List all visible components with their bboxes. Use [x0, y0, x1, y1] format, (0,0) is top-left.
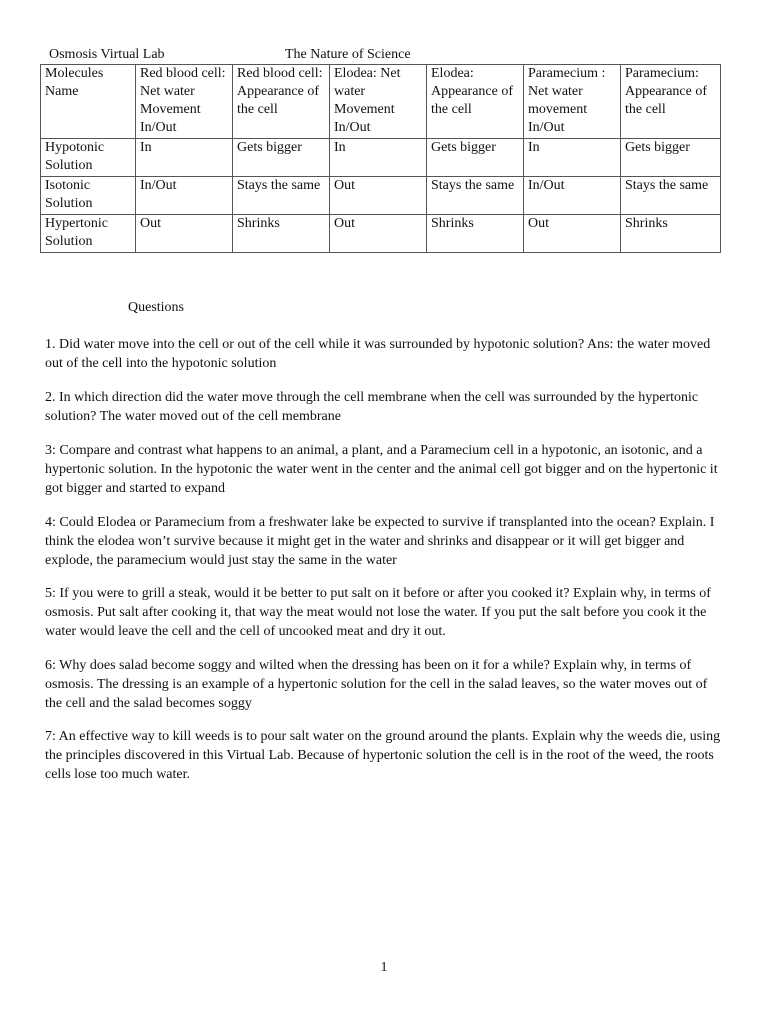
column-header: Red blood cell: Net water Movement In/Out — [136, 65, 233, 139]
table-cell: Stays the same — [233, 177, 330, 215]
table-cell: Out — [524, 215, 621, 253]
table-row — [41, 215, 721, 253]
table-cell: In/Out — [524, 177, 621, 215]
column-header: Red blood cell: Appearance of the cell — [233, 65, 330, 139]
table-row — [41, 177, 721, 215]
table-cell: In — [136, 139, 233, 177]
table-cell: Shrinks — [621, 215, 721, 253]
row-label: Isotonic Solution — [41, 177, 136, 215]
question-5: 5: If you were to grill a steak, would it be better to put salt on it before or after you cooked it? Explain why, in terms of osmosis. Put salt after cooking it, that way the meat would not lose the water. If you put the salt before you cook it the water would leave the cell and the cell of uncooked meat and dry it out. — [45, 586, 711, 639]
table-cell: Shrinks — [427, 215, 524, 253]
table-cell: Stays the same — [621, 177, 721, 215]
table-cell: Out — [330, 177, 427, 215]
table-cell: In — [330, 139, 427, 177]
course-title: The Nature of Science — [285, 47, 411, 62]
question-6: 6: Why does salad become soggy and wilted when the dressing has been on it for a while? Explain why, in terms of osmosis. The dressing is an example of a hypertonic solution for the cell in the salad leaves, so the water moves out of the cell and the salad becomes soggy — [45, 658, 708, 711]
column-header: Elodea: Net water Movement In/Out — [330, 65, 427, 139]
table-cell: Gets bigger — [427, 139, 524, 177]
table-cell: Stays the same — [427, 177, 524, 215]
table-header-row — [41, 65, 721, 139]
document-header — [46, 47, 726, 65]
table-cell: Out — [136, 215, 233, 253]
table-row — [41, 139, 721, 177]
column-header: Molecules Name — [41, 65, 136, 139]
question-7: 7: An effective way to kill weeds is to pour salt water on the ground around the plants. Explain why the weeds die, using the principles discovered in this Virtual Lab. Because of hypertonic solution the cell is in the root of the weed, the roots cells lose too much water. — [45, 729, 721, 782]
page-number: 1 — [380, 960, 388, 975]
table-cell: Gets bigger — [621, 139, 721, 177]
column-header: Paramecium: Appearance of the cell — [621, 65, 721, 139]
table-cell: In/Out — [136, 177, 233, 215]
questions-heading: Questions — [128, 300, 184, 315]
table-cell: Out — [330, 215, 427, 253]
column-header: Elodea: Appearance of the cell — [427, 65, 524, 139]
row-label: Hypotonic Solution — [41, 139, 136, 177]
question-3: 3: Compare and contrast what happens to an animal, a plant, and a Paramecium cell in a hypotonic, an isotonic, and a hypertonic solution. In the hypotonic the water went in the center and the animal cell got bigger and on the hypertonic it got bigger and started to expand — [45, 443, 718, 496]
question-1: 1. Did water move into the cell or out of the cell while it was surrounded by hypotonic solution? Ans: the water moved out of the cell into the hypotonic solution — [45, 337, 711, 371]
osmosis-results-table — [40, 64, 721, 253]
table-cell: Gets bigger — [233, 139, 330, 177]
lab-title: Osmosis Virtual Lab — [49, 47, 165, 62]
question-4: 4: Could Elodea or Paramecium from a freshwater lake be expected to survive if transplanted into the ocean? Explain. I think the elodea won’t survive because it might get in the water and shrinks and disappear or it will get bigger and explode, the paramecium would just stay the same in the water — [45, 515, 715, 568]
column-header: Paramecium : Net water movement In/Out — [524, 65, 621, 139]
row-label: Hypertonic Solution — [41, 215, 136, 253]
question-2: 2. In which direction did the water move through the cell membrane when the cell was surrounded by the hypertonic solution? The water moved out of the cell membrane — [45, 390, 699, 424]
table-cell: In — [524, 139, 621, 177]
table-cell: Shrinks — [233, 215, 330, 253]
